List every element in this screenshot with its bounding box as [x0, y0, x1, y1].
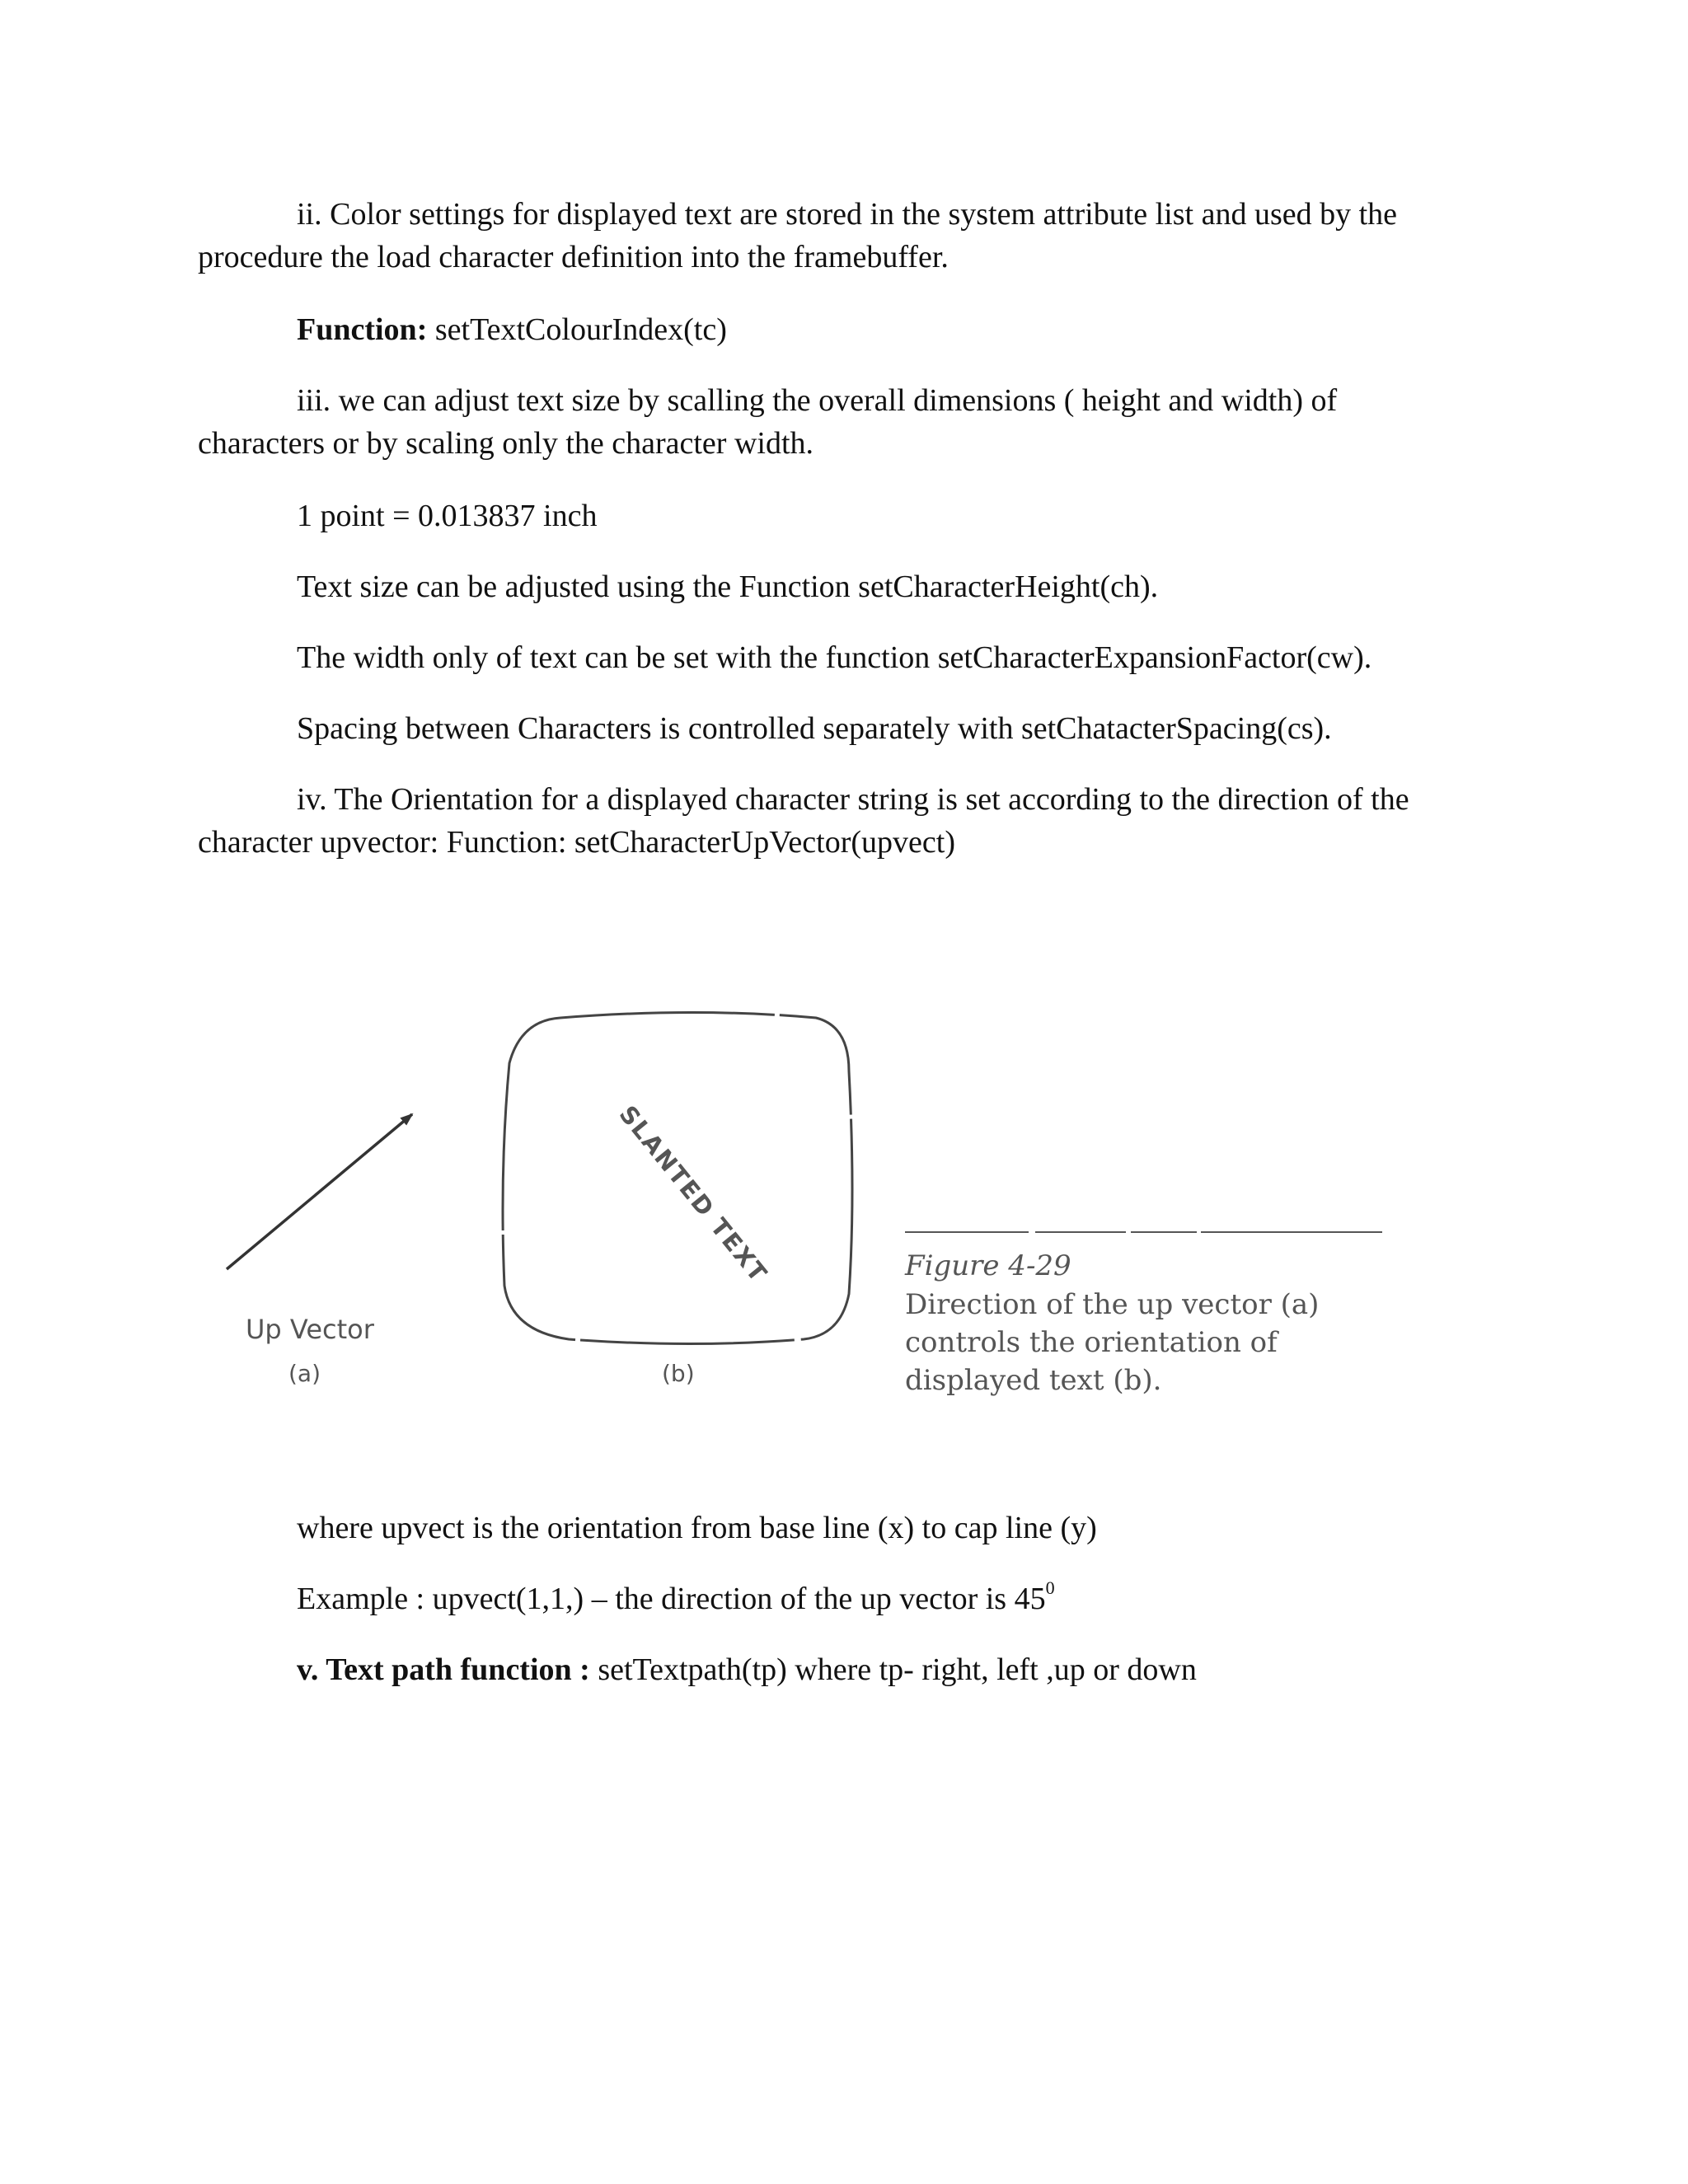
- text-size-paragraph: Text size can be adjusted using the Function setCharacterHeight(ch).: [297, 569, 1159, 604]
- text-path-function: setTextpath(tp) where tp- right, left ,up or down: [589, 1652, 1197, 1687]
- function-text-colour: [297, 308, 727, 351]
- function-label: Function:: [297, 312, 428, 347]
- paragraph-iv: [198, 778, 1409, 864]
- paragraph-ii-line2: procedure the load character definition into the framebuffer.: [198, 240, 949, 274]
- text-path-paragraph: [297, 1648, 1197, 1691]
- panel-a-label: (a): [288, 1360, 321, 1387]
- function-name: setTextColourIndex(tc): [434, 312, 727, 347]
- caption-line-1: Direction of the up vector (a): [905, 1288, 1320, 1321]
- paragraph-iii-line2: characters or by scaling only the character width.: [198, 426, 814, 461]
- text-path-label: v. Text path function :: [297, 1652, 590, 1687]
- slanted-text: SLANTED TEXT: [613, 1100, 774, 1288]
- caption-title: Figure 4-29: [905, 1249, 1071, 1282]
- paragraph-iv-line2: character upvector: Function: setCharacterUpVector(upvect): [198, 825, 955, 860]
- where-upvect-paragraph: where upvect is the orientation from base line (x) to cap line (y): [297, 1511, 1097, 1545]
- caption-line-2: controls the orientation of: [905, 1326, 1278, 1359]
- caption-line-3: displayed text (b).: [905, 1364, 1162, 1397]
- example-paragraph: [297, 1577, 1055, 1620]
- up-vector-arrow-icon: [227, 1114, 412, 1269]
- up-vector-label: Up Vector: [246, 1314, 374, 1345]
- width-only-paragraph: The width only of text can be set with the function setCharacterExpansionFactor(cw).: [297, 640, 1372, 675]
- paragraph-iii: [198, 379, 1337, 465]
- paragraph-ii: [198, 193, 1397, 279]
- paragraph-iii-line1: iii. we can adjust text size by scalling the overall dimensions ( height and width) of: [297, 383, 1338, 418]
- example-text: Example : upvect(1,1,) – the direction of the up vector is 45: [297, 1582, 1046, 1616]
- screen-outline: [503, 1013, 852, 1344]
- point-definition: 1 point = 0.013837 inch: [297, 499, 598, 533]
- paragraph-ii-line1: ii. Color settings for displayed text are stored in the system attribute list and used by the: [297, 197, 1398, 232]
- spacing-paragraph: Spacing between Characters is controlled separately with setChatacterSpacing(cs).: [297, 711, 1332, 746]
- degree-superscript: 0: [1045, 1577, 1055, 1599]
- paragraph-iv-line1: iv. The Orientation for a displayed character string is set according to the direction of the: [297, 782, 1409, 817]
- panel-b-label: (b): [662, 1360, 695, 1387]
